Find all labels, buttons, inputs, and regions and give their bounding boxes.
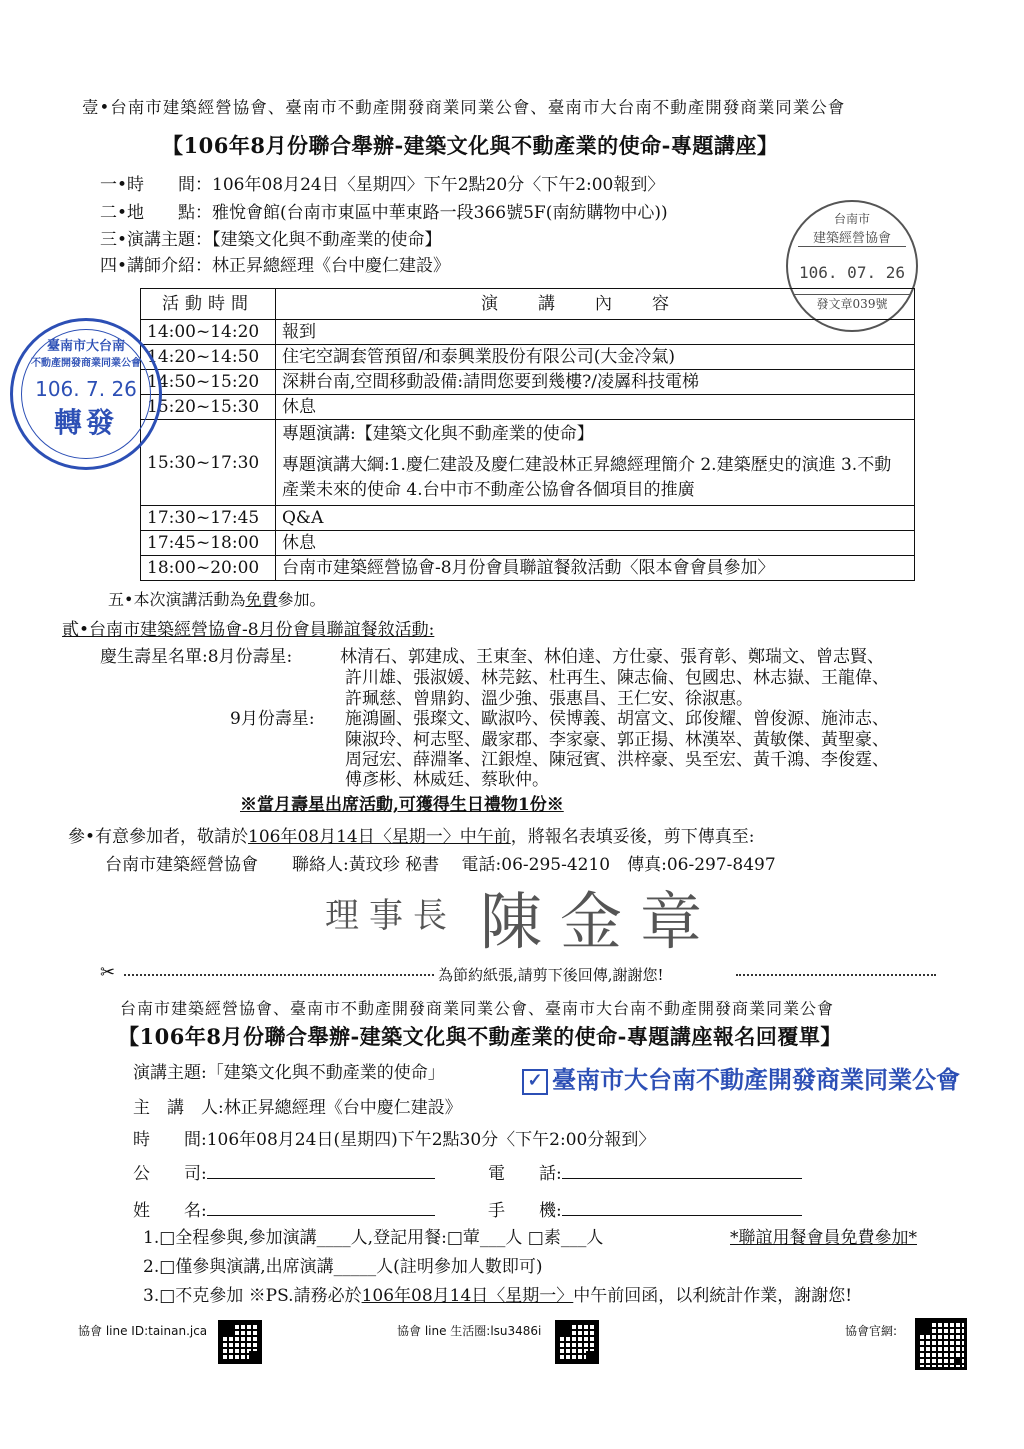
- sep-birthday-line: 周冠宏、薛淵峯、江銀煌、陳冠賓、洪梓豪、吳至宏、黃千鴻、李俊霆、: [345, 750, 889, 770]
- company-input[interactable]: [207, 1158, 435, 1179]
- sep-birthday-line: 施鴻圖、張璨文、歐淑吟、侯博義、胡富文、邱俊耀、曾俊源、施沛志、: [345, 709, 889, 729]
- info-place-value: 雅悅會館(台南市東區中華東路一段366號5F(南紡購物中心)): [212, 203, 668, 223]
- mobile-input[interactable]: [562, 1195, 802, 1216]
- footer-line-circle: 協會 line 生活圈:lsu3486i: [397, 1324, 542, 1338]
- schedule-content: Q&A: [276, 506, 915, 531]
- info-speaker: [100, 251, 450, 276]
- info-place-label: 二•地 點：: [100, 203, 213, 223]
- qr-code-icon: [218, 1320, 262, 1364]
- option-decline-date: 106年08月14日〈星期一〉: [361, 1286, 574, 1306]
- received-stamp-org: 建築經營協會: [798, 227, 906, 247]
- keynote-title: 專題演講:【建築文化與不動產業的使命】: [282, 424, 594, 444]
- header-orgs: 壹•台南市建築經營協會、臺南市不動產開發商業同業公會、臺南市大台南不動產開發商業同業公會: [82, 98, 846, 117]
- table-row: [141, 556, 915, 581]
- schedule-content: 深耕台南,空間移動設備:請問您要到幾樓?/凌羼科技電梯: [276, 370, 915, 395]
- scissors-icon: ✂: [100, 962, 116, 983]
- info-topic-value: 【建築文化與不動產業的使命】: [212, 230, 442, 250]
- schedule-content: 台南市建築經營協會-8月份會員聯誼餐敘活動〈限本會會員參加〉: [276, 556, 915, 581]
- schedule-head-content: 演講內容: [276, 289, 915, 320]
- cut-line-text: 為節約紙張,請剪下後回傳,謝謝您!: [438, 966, 664, 984]
- page-title: 【106年8月份聯合舉辦-建築文化與不動產業的使命-專題講座】: [162, 133, 779, 158]
- section3-pre: 參•有意參加者，敬請於: [68, 827, 249, 847]
- mobile-field[interactable]: [488, 1195, 802, 1221]
- reply-speaker: 主 講 人:林正昇總經理《台中慶仁建設》: [133, 1098, 462, 1118]
- sep-birthday-line: 陳淑玲、柯志堅、嚴家郡、李家豪、郭正揚、林漢崒、黃敏傑、黃聖豪、: [345, 730, 889, 750]
- option-decline[interactable]: [143, 1281, 852, 1306]
- note-free-word: 免費: [245, 590, 278, 609]
- table-row: [141, 370, 915, 395]
- reply-topic: 演講主題:「建築文化與不動產業的使命」: [133, 1063, 445, 1083]
- table-row: [141, 420, 915, 506]
- schedule-time: 14:20~14:50: [141, 345, 276, 370]
- received-stamp-org-top: 台南市: [833, 212, 870, 226]
- info-time-value: 106年08月24日〈星期四〉下午2點20分〈下午2:00報到〉: [212, 175, 665, 195]
- info-time: [100, 170, 664, 195]
- reply-time: 時 間:106年08月24日(星期四)下午2點30分〈下午2:00分報到〉: [133, 1130, 656, 1150]
- section3-deadline-date: 106年08月14日〈星期一〉中午前: [248, 827, 511, 847]
- section3-post: ，將報名表填妥後，剪下傳真至:: [510, 827, 755, 847]
- section2-title: 貳•台南市建築經營協會-8月份會員聯誼餐敘活動:: [62, 620, 435, 640]
- schedule-time: 15:20~15:30: [141, 395, 276, 420]
- info-speaker-label: 四•講師介紹：: [100, 256, 213, 276]
- info-speaker-value: 林正昇總經理《台中慶仁建設》: [212, 256, 451, 276]
- cut-line-right: [736, 974, 936, 976]
- signature-title: 理事長: [325, 896, 457, 936]
- schedule-content: 休息: [276, 395, 915, 420]
- name-field[interactable]: [133, 1195, 435, 1221]
- schedule-time: 14:50~15:20: [141, 370, 276, 395]
- sep-birthday-label: 9月份壽星:: [230, 709, 315, 729]
- note-free-post: 參加。: [277, 590, 326, 609]
- forward-stamp-word: 轉發: [53, 406, 118, 439]
- company-field[interactable]: [133, 1158, 435, 1184]
- schedule-content: 報到: [276, 320, 915, 345]
- info-time-label: 一•時 間：: [100, 175, 213, 195]
- qr-code-icon: [555, 1320, 599, 1364]
- reply-orgs: 台南市建築經營協會、臺南市不動產開發商業同業公會、臺南市大台南不動產開發商業同業公會: [120, 999, 835, 1018]
- birthday-gift-note: ※當月壽星出席活動,可獲得生日禮物1份※: [240, 795, 564, 815]
- note-free-pre: 五•本次演講活動為: [108, 590, 246, 609]
- received-stamp-number: 發文章039號: [794, 294, 910, 312]
- section3-deadline: [68, 822, 754, 847]
- forward-stamp-org-top: 臺南市大台南: [46, 339, 125, 354]
- mobile-label: 手 機:: [488, 1201, 562, 1221]
- name-input[interactable]: [207, 1195, 435, 1216]
- schedule-time: 14:00~14:20: [141, 320, 276, 345]
- check-icon: ✓: [522, 1069, 548, 1095]
- keynote-outline: 專題演講大綱:1.慶仁建設及慶仁建設林正昇總經理簡介 2.建築歷史的演進 3.不動產業未來的使命 4.台中市不動產公協會各個項目的推廣: [282, 455, 892, 500]
- info-topic: [100, 225, 442, 250]
- birthday-label: 慶生壽星名單:8月份壽星:: [100, 647, 293, 667]
- info-topic-label: 三•演講主題：: [100, 230, 213, 250]
- association-stamp: [522, 1060, 960, 1095]
- schedule-time: 18:00~20:00: [141, 556, 276, 581]
- table-row: [141, 320, 915, 345]
- table-row: [141, 531, 915, 556]
- company-label: 公 司:: [133, 1164, 207, 1184]
- name-label: 姓 名:: [133, 1201, 207, 1221]
- option-full-attendance[interactable]: 1.□全程參與,參加演講____人,登記用餐:□葷___人 □素___人: [143, 1228, 604, 1248]
- phone-field[interactable]: [488, 1158, 802, 1184]
- schedule-header-row: [141, 289, 915, 320]
- footer-website: 協會官網:: [845, 1324, 898, 1338]
- schedule-content: 休息: [276, 531, 915, 556]
- table-row: [141, 395, 915, 420]
- option-lecture-only[interactable]: 2.□僅參與演講,出席演講_____人(註明參加人數即可): [143, 1257, 543, 1277]
- contact-info: 台南市建築經營協會 聯絡人:黃玟珍 秘書 電話:06-295-4210 傳真:06-297-8497: [105, 855, 776, 875]
- qr-code-icon: [915, 1318, 967, 1370]
- note-free: [108, 587, 325, 610]
- forward-stamp: [10, 318, 162, 470]
- schedule-table: [140, 288, 915, 581]
- sep-birthday-line: 傅彥彬、林威廷、蔡耿仲。: [345, 770, 549, 790]
- info-place: [100, 198, 668, 223]
- aug-birthday-line: 許珮慈、曾鼎鈞、溫少強、張惠昌、王仁安、徐淑惠。: [345, 689, 753, 709]
- option-meal-note: *聯誼用餐會員免費參加*: [730, 1228, 917, 1248]
- reply-title: 【106年8月份聯合舉辦-建築文化與不動產業的使命-專題講座報名回覆單】: [118, 1024, 842, 1049]
- table-row: [141, 345, 915, 370]
- schedule-content: [276, 420, 915, 506]
- option-decline-pre: 3.□不克參加 ※PS.請務必於: [143, 1286, 362, 1306]
- aug-birthday-line: 林清石、郭建成、王東奎、林伯達、方仕豪、張育彰、鄭瑞文、曾志賢、: [340, 647, 884, 667]
- table-row: [141, 506, 915, 531]
- phone-input[interactable]: [562, 1158, 802, 1179]
- schedule-time: 17:30~17:45: [141, 506, 276, 531]
- cut-line-left: [124, 974, 434, 976]
- schedule-head-time: 活動時間: [141, 289, 276, 320]
- schedule-content: 住宅空調套管預留/和泰興業股份有限公司(大金冷氣): [276, 345, 915, 370]
- footer-line-id: 協會 line ID:tainan.jca: [78, 1324, 208, 1338]
- signature-name: 陳金章: [480, 885, 721, 958]
- association-stamp-text: 臺南市大台南不動產開發商業同業公會: [552, 1065, 960, 1094]
- schedule-time: 17:45~18:00: [141, 531, 276, 556]
- schedule-time: 15:30~17:30: [141, 420, 276, 506]
- phone-label: 電 話:: [488, 1164, 562, 1184]
- forward-stamp-org: 不動產開發商業同業公會: [31, 358, 141, 369]
- aug-birthday-line: 許川雄、張淑媛、林芫鉉、杜再生、陳志倫、包國忠、林志嶽、王龍偉、: [345, 668, 889, 688]
- forward-stamp-date: 106. 7. 26: [35, 377, 137, 401]
- option-decline-post: 中午前回函，以利統計作業，謝謝您!: [573, 1286, 853, 1306]
- received-stamp-date: 106. 07. 26: [799, 263, 905, 282]
